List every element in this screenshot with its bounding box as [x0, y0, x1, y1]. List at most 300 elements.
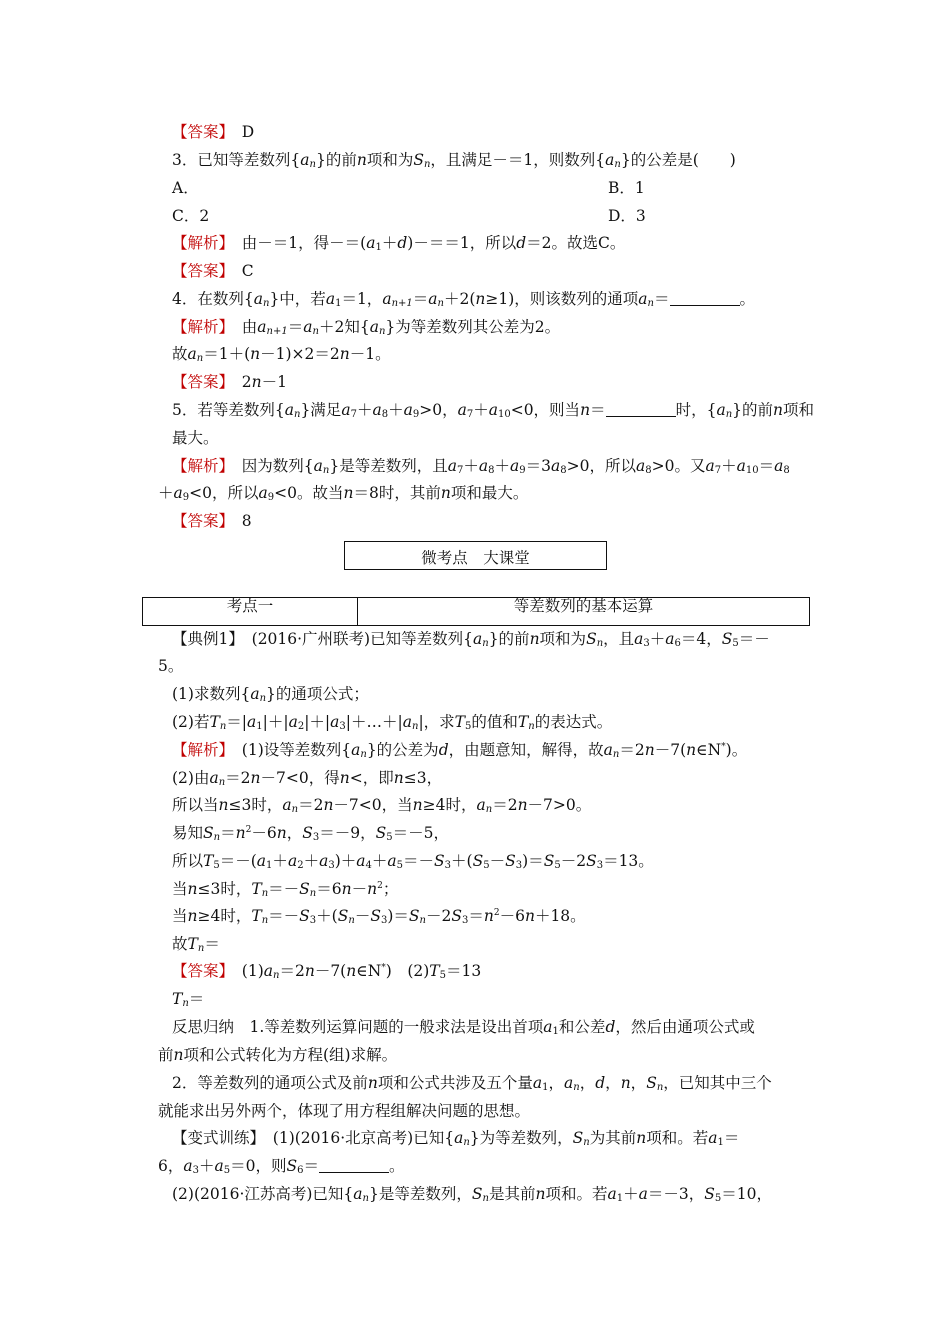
math-symbol: n — [218, 777, 226, 788]
math-symbol: a — [382, 290, 392, 308]
math-subscript: 1 — [266, 860, 273, 871]
math-symbol: a — [369, 318, 379, 336]
math-symbol: n — [647, 298, 654, 309]
math-symbol: n — [219, 721, 227, 732]
math-symbol: n — [367, 1074, 378, 1092]
math-symbol: a — [351, 741, 361, 759]
example1-stem — [172, 629, 770, 649]
math-symbol: n — [322, 465, 330, 476]
variant-line3 — [172, 1184, 772, 1204]
text-run: ∈N — [696, 741, 722, 759]
math-symbol: T — [429, 962, 440, 980]
math-symbol: a — [736, 457, 746, 475]
text-run: }的前 — [315, 151, 357, 169]
text-run: －2 — [425, 907, 452, 925]
math-subscript: 5 — [732, 638, 739, 649]
text-run: 所以 — [172, 852, 204, 870]
math-symbol: a — [634, 630, 644, 648]
text-run: >0。又 — [651, 457, 706, 475]
text-run: }的前 — [732, 401, 774, 419]
math-symbol: T — [172, 990, 183, 1008]
text-run: }是等差数列，且 — [329, 457, 448, 475]
text-run: 是其前 — [488, 1185, 536, 1203]
math-symbol: n — [437, 298, 444, 309]
math-symbol: a — [256, 852, 267, 870]
text-run: )。 — [725, 741, 748, 759]
math-symbol: S — [586, 630, 597, 648]
text-run: ＋( — [451, 852, 473, 870]
math-symbol: n — [273, 970, 280, 981]
math-subscript: 9 — [519, 465, 526, 476]
math-symbol: S — [302, 824, 313, 842]
math-symbol: a — [636, 457, 646, 475]
text-run: 。 — [389, 1157, 405, 1175]
math-symbol: S — [408, 907, 420, 925]
text-run: ＋ — [721, 457, 737, 475]
text-run: 4．在数列{ — [172, 290, 254, 308]
text-run: (2)由 — [172, 769, 210, 787]
text-run: ， — [286, 824, 303, 842]
text-run: 【解析】 — [172, 457, 227, 475]
text-run: }的公差为 — [366, 741, 439, 759]
math-symbol: a — [403, 401, 413, 419]
text-run: －7>0。 — [527, 796, 592, 814]
text-run: (2016·广州联考)已知等差数列{ — [251, 630, 473, 648]
math-symbol: T — [203, 852, 214, 870]
text-run: 由 — [241, 318, 258, 336]
math-subscript: 8 — [381, 409, 389, 420]
math-symbol: d — [605, 1018, 616, 1036]
text-run: －1 — [261, 373, 288, 391]
math-symbol: d — [595, 1074, 606, 1092]
math-symbol: a — [356, 852, 366, 870]
math-subscript: 5 — [714, 1193, 722, 1204]
text-run: ＝ — [204, 935, 220, 953]
math-symbol: n — [773, 401, 783, 419]
text-run: ，已知其中三个 — [663, 1074, 772, 1092]
q3-stem — [172, 150, 736, 170]
reflection-line3 — [172, 1073, 772, 1093]
math-symbol: a — [330, 713, 340, 731]
q3-answer — [172, 261, 254, 281]
text-run: ＝1， — [341, 290, 383, 308]
text-run: 项和为 — [539, 630, 587, 648]
math-subscript: 8 — [560, 465, 567, 476]
math-symbol: n — [725, 409, 733, 420]
math-symbol: n — [636, 1129, 647, 1147]
math-subscript: 5 — [386, 832, 393, 843]
math-subscript: 5 — [439, 970, 446, 981]
text-run: ＋ — [649, 630, 666, 648]
math-symbol: n — [213, 832, 221, 843]
math-symbol: n — [187, 907, 198, 925]
math-symbol: n — [261, 915, 269, 926]
text-run: ＋ — [303, 852, 320, 870]
math-symbol: a — [325, 290, 336, 308]
math-symbol: a — [300, 151, 310, 169]
example1-analysis-5 — [172, 851, 654, 871]
text-run: 8 — [241, 512, 252, 530]
math-symbol: n — [312, 326, 319, 337]
math-subscript: 8 — [783, 465, 790, 476]
math-symbol: n — [339, 345, 350, 363]
text-run: ＝6 — [316, 880, 342, 898]
math-symbol: S — [451, 907, 462, 925]
math-symbol: a — [607, 1185, 617, 1203]
text-run: 。 — [739, 290, 756, 308]
math-subscript: 3 — [309, 915, 317, 926]
fill-blank — [319, 1158, 389, 1173]
text-run: 项和 — [783, 401, 815, 419]
math-symbol: n — [293, 409, 301, 420]
variant-line1 — [172, 1128, 739, 1148]
math-symbol: T — [454, 713, 466, 731]
math-subscript: 3 — [339, 721, 346, 732]
text-run: (1)设等差数列{ — [241, 741, 352, 759]
math-symbol: a — [472, 630, 483, 648]
math-symbol: T — [209, 713, 220, 731]
math-subscript: 5 — [223, 1165, 231, 1176]
math-subscript: 1 — [256, 721, 263, 732]
math-subscript — [392, 298, 413, 309]
math-subscript: 5 — [554, 860, 561, 871]
text-run: ＋2知{ — [318, 318, 370, 336]
text-run: (2)(2016·江苏高考)已知{ — [172, 1185, 354, 1203]
math-subscript: 5 — [483, 860, 490, 871]
text-run: >0， — [419, 401, 458, 419]
text-run: 的表达式。 — [534, 713, 613, 731]
text-run: 【解析】 — [172, 234, 227, 252]
q3-analysis — [172, 233, 625, 253]
math-symbol: n — [259, 693, 267, 704]
math-symbol: n — [250, 769, 261, 787]
math-subscript: 3 — [461, 915, 469, 926]
math-symbol: a — [250, 685, 260, 703]
math-symbol: n — [475, 290, 486, 308]
math-symbol: a — [705, 457, 715, 475]
text-run: －7<0，当 — [333, 796, 413, 814]
math-subscript: 5 — [213, 860, 220, 871]
math-symbol: d — [397, 234, 408, 252]
math-symbol: n — [517, 796, 528, 814]
text-run: ＋2( — [443, 290, 476, 308]
text-run: ≥1)，则该数列的通项 — [485, 290, 639, 308]
math-symbol: n — [367, 880, 378, 898]
math-subscript: 9 — [412, 409, 420, 420]
math-symbol: n — [323, 796, 334, 814]
text-run: ＋ — [199, 1157, 215, 1175]
math-symbol: n — [440, 484, 451, 502]
text-run: ＝10， — [721, 1185, 772, 1203]
math-symbol: S — [586, 852, 597, 870]
text-run: 当 — [172, 907, 188, 925]
example1-analysis-2 — [172, 768, 442, 788]
math-subscript: 3 — [328, 860, 335, 871]
math-symbol: S — [337, 907, 349, 925]
text-run: ＝3 — [525, 457, 552, 475]
example1-analysis-1 — [172, 740, 747, 760]
text-run: ＝13 — [446, 962, 482, 980]
text-run: 为其前 — [589, 1129, 637, 1147]
math-symbol: n — [182, 998, 189, 1009]
text-run: ＝ — [653, 290, 670, 308]
math-subscript: 8 — [488, 465, 495, 476]
math-symbol: S — [646, 1074, 657, 1092]
math-symbol: T — [187, 935, 198, 953]
math-symbol: S — [286, 1157, 298, 1175]
text-run: ＋18。 — [534, 907, 586, 925]
math-subscript: 1 — [375, 242, 382, 253]
math-symbol: n — [261, 888, 269, 899]
math-symbol: a — [253, 290, 263, 308]
math-symbol: a — [665, 630, 675, 648]
math-symbol: a — [551, 457, 561, 475]
text-run: ＝2 — [225, 769, 251, 787]
math-symbol: a — [288, 713, 298, 731]
section-title: 微考点 大课堂 — [421, 549, 530, 567]
text-run: 【解析】 — [172, 318, 227, 336]
text-run: 【变式训练】 — [172, 1129, 258, 1147]
math-symbol: a — [488, 401, 498, 419]
math-subscript: 8 — [645, 465, 652, 476]
math-symbol: a — [187, 345, 197, 363]
text-run: <，即 — [349, 769, 394, 787]
math-symbol: n — [235, 824, 246, 842]
math-subscript: 2 — [297, 860, 304, 871]
text-run: }满足 — [300, 401, 342, 419]
text-run: 2 — [241, 373, 252, 391]
math-symbol: a — [282, 796, 292, 814]
text-run: ＝2 — [619, 741, 645, 759]
math-symbol: a — [214, 1157, 224, 1175]
text-run: )－＝＝1，所以 — [407, 234, 517, 252]
math-symbol: a — [387, 852, 397, 870]
math-symbol: a — [638, 1185, 648, 1203]
q5-stem-line2: 最大。 — [172, 429, 219, 447]
text-run: ＋ — [388, 401, 404, 419]
text-run: ＝－ — [268, 880, 300, 898]
text-run: 和公差 — [558, 1018, 606, 1036]
text-run: ，由题意知，解得，故 — [448, 741, 604, 759]
text-run: －7( — [314, 962, 347, 980]
q4-analysis — [172, 317, 560, 337]
math-symbol: a — [447, 457, 457, 475]
math-symbol: n — [362, 1193, 369, 1204]
text-run: }为等差数列， — [469, 1129, 573, 1147]
example1-answer — [172, 961, 481, 981]
text-run: ＋( — [316, 907, 338, 925]
text-run: ＝ — [412, 290, 429, 308]
math-symbol: n — [686, 741, 697, 759]
q5-stem — [172, 400, 814, 420]
math-symbol: S — [572, 1129, 584, 1147]
text-run: ， — [605, 1074, 621, 1092]
text-run: |＋| — [304, 713, 331, 731]
math-subscript: 6 — [674, 638, 681, 649]
text-run: 项和。若 — [646, 1129, 709, 1147]
math-symbol: a — [774, 457, 784, 475]
text-run: ＝－5， — [392, 824, 449, 842]
math-subscript: 7 — [714, 465, 722, 476]
math-symbol: n — [583, 1137, 590, 1148]
text-run: 故 — [172, 935, 188, 953]
math-symbol: a — [247, 713, 257, 731]
text-run: ＝13。 — [603, 852, 654, 870]
text-run: ； — [382, 880, 399, 898]
math-symbol: n — [360, 749, 367, 760]
math-symbol: S — [413, 151, 424, 169]
math-subscript: 3 — [596, 860, 604, 871]
math-symbol: n — [580, 401, 591, 419]
math-subscript: 5 — [465, 721, 472, 732]
text-run: －6 — [251, 824, 277, 842]
math-symbol: n — [173, 1046, 184, 1064]
topic-title: 等差数列的基本运算 — [513, 597, 654, 615]
math-symbol: S — [721, 630, 733, 648]
math-symbol: a — [532, 1074, 543, 1092]
text-run: ＝ — [758, 457, 775, 475]
math-symbol: a — [428, 290, 438, 308]
text-run: ＝－( — [219, 852, 257, 870]
math-symbol: n — [482, 1193, 489, 1204]
text-run: ≤3时， — [228, 796, 283, 814]
math-symbol: n — [348, 915, 355, 926]
math-symbol: n — [535, 1185, 546, 1203]
math-symbol: n — [528, 721, 535, 732]
text-run: ，且 — [603, 630, 635, 648]
variant-line2 — [158, 1156, 405, 1176]
math-symbol: S — [471, 1185, 483, 1203]
text-run: 【解析】 — [172, 741, 227, 759]
math-subscript: 9 — [182, 492, 190, 503]
math-symbol: n — [304, 962, 315, 980]
text-run: ＋ — [356, 401, 373, 419]
example1-part1 — [172, 684, 369, 704]
text-run: ， — [630, 1074, 647, 1092]
text-run: ， — [548, 1074, 565, 1092]
text-run: ＝2 — [298, 796, 324, 814]
math-subscript: 4 — [365, 860, 372, 871]
math-symbol: n — [485, 804, 493, 815]
math-subscript: 7 — [350, 409, 357, 420]
math-subscript: 3 — [312, 832, 320, 843]
q5-answer — [172, 511, 252, 531]
q3-option-b: B．1 — [608, 179, 645, 197]
math-symbol: n+1 — [266, 326, 288, 337]
text-run: 的值和 — [471, 713, 518, 731]
math-symbol: a — [366, 234, 376, 252]
text-run: }中，若 — [269, 290, 326, 308]
text-run: 项和公式共涉及五个量 — [377, 1074, 533, 1092]
topic-table — [142, 597, 810, 626]
text-run: 已知等差数列{ — [197, 151, 301, 169]
example1-stem-line2: 5。 — [158, 657, 184, 675]
math-symbol: n+1 — [391, 298, 413, 309]
math-symbol: n — [276, 824, 287, 842]
math-symbol: a — [353, 1185, 363, 1203]
section-title-box — [344, 541, 607, 570]
math-subscript: 2 — [297, 721, 305, 732]
text-run: ＝2 — [279, 962, 305, 980]
text-run: ≤3时， — [197, 880, 252, 898]
math-superscript: 2 — [377, 881, 383, 891]
math-subscript: 3 — [380, 915, 388, 926]
math-symbol: a — [287, 852, 298, 870]
math-symbol: S — [203, 824, 214, 842]
math-symbol: a — [603, 741, 613, 759]
math-symbol: a — [263, 962, 273, 980]
math-symbol: S — [505, 852, 516, 870]
math-subscript: 5 — [396, 860, 404, 871]
text-run: 2．等差数列的通项公式及前 — [172, 1074, 368, 1092]
example1-analysis-7 — [172, 906, 586, 926]
text-run: ， — [579, 1074, 596, 1092]
text-run: ＝－ — [268, 907, 300, 925]
math-symbol: S — [299, 907, 310, 925]
math-symbol: a — [313, 457, 323, 475]
text-run: 项和为 — [366, 151, 414, 169]
math-symbol: a — [543, 1018, 553, 1036]
text-run: 反思归纳 1.等差数列运算问题的一般求法是设出首项 — [172, 1018, 544, 1036]
text-run: 项和。若 — [545, 1185, 608, 1203]
text-run: )＝ — [387, 907, 409, 925]
math-symbol: a — [341, 401, 351, 419]
math-symbol: n — [573, 1082, 580, 1093]
math-symbol: n — [343, 484, 354, 502]
text-run: 因为数列{ — [241, 457, 314, 475]
math-subscript: 3 — [192, 1165, 199, 1176]
reflection-line1 — [172, 1017, 755, 1037]
math-superscript: * — [381, 963, 386, 973]
math-symbol: n — [463, 1137, 470, 1148]
text-run: |，求 — [418, 713, 455, 731]
math-subscript: 1 — [616, 1193, 624, 1204]
math-symbol: n — [309, 888, 317, 899]
text-run: ∈N — [356, 962, 382, 980]
math-subscript: 1 — [717, 1137, 724, 1148]
math-symbol: n — [378, 326, 386, 337]
text-run: － — [489, 852, 506, 870]
text-run: }的公差是( ) — [620, 151, 736, 169]
text-run: ＝－9， — [319, 824, 376, 842]
math-symbol: n — [524, 907, 535, 925]
text-run: ＝2。故选C。 — [526, 234, 626, 252]
math-symbol: a — [209, 769, 219, 787]
text-run: ＝ — [303, 1157, 320, 1175]
math-symbol: a — [478, 457, 489, 475]
text-run: ＋ — [473, 401, 489, 419]
text-run: 【答案】 — [172, 262, 227, 280]
text-run: ＝| — [226, 713, 247, 731]
text-run: 3． — [172, 151, 198, 169]
text-run: <0。故当 — [274, 484, 344, 502]
text-run: }是等差数列， — [369, 1185, 472, 1203]
fill-blank — [670, 291, 740, 306]
text-run: ＝ — [220, 824, 236, 842]
text-run: ＋ — [494, 457, 511, 475]
math-subscript — [267, 326, 288, 337]
math-symbol: a — [638, 290, 648, 308]
answer-label: 【答案】 — [172, 123, 227, 141]
text-run: (1)求数列{ — [172, 685, 251, 703]
text-run: 【典例1】 — [172, 630, 237, 648]
math-symbol: n — [218, 796, 229, 814]
text-run: 当 — [172, 880, 188, 898]
text-run: }为等差数列其公差为2。 — [385, 318, 561, 336]
text-run: ≤3， — [403, 769, 443, 787]
q3-option-d: D．3 — [608, 207, 646, 225]
math-symbol: T — [251, 907, 262, 925]
